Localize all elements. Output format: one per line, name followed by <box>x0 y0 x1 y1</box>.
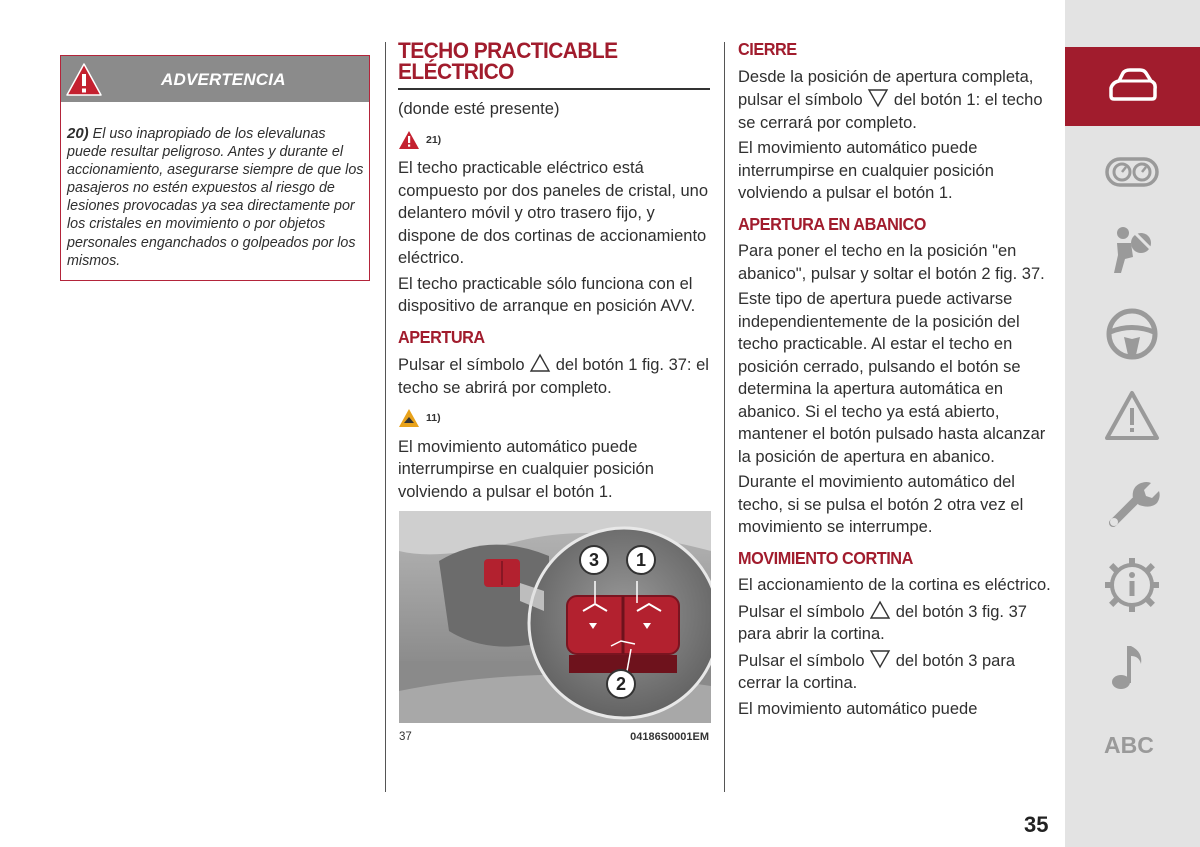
figure-number: 37 <box>399 731 412 743</box>
music-note-icon <box>1103 638 1161 696</box>
column-divider <box>724 42 725 792</box>
heading-movimiento-cortina: MOVIMIENTO CORTINA <box>738 547 913 568</box>
paragraph: El techo practicable eléctrico está compuesto por dos paneles de cristal, uno delantero móvil y otro trasero fijo, y dispone de dos cortinas de accionamiento eléctrico. <box>398 159 709 267</box>
wrench-icon <box>1103 473 1161 531</box>
subtitle: (donde esté presente) <box>398 100 560 118</box>
nav-item-technical-data[interactable] <box>1065 553 1200 617</box>
column-3 <box>738 38 1054 723</box>
paragraph: El movimiento automático puede <box>738 699 978 718</box>
callout-2: 2 <box>606 669 636 699</box>
caution-ref: 11) <box>398 407 713 430</box>
warning-number: 20) <box>67 125 89 142</box>
paragraph: El movimiento automático puede interrumpirse en cualquier posición volviendo a pulsar el botón 1. <box>398 437 654 501</box>
triangle-up-icon <box>869 600 891 620</box>
nav-item-warnings[interactable] <box>1065 385 1200 449</box>
warning-triangle-icon <box>398 130 420 150</box>
paragraph: Desde la posición de apertura completa, pulsar el símbolo del botón 1: el techo se cerrará por completo. <box>738 67 1043 132</box>
warning-title: ADVERTENCIA <box>161 70 286 89</box>
nav-item-index[interactable]: ABC <box>1104 732 1154 758</box>
warning-triangle-icon <box>65 61 103 99</box>
airbag-icon <box>1103 221 1161 279</box>
paragraph: Este tipo de apertura puede activarse independientemente de la posición del techo practicable. Al estar el techo en posición cerrado, pulsando el botón se determina la apertura automática en abanico. Si el techo ya está abierto, mantener el botón pulsado hasta alcanzar la posición de apertura en abanico. <box>738 290 1046 466</box>
heading-cierre: CIERRE <box>738 39 797 59</box>
nav-item-maintenance[interactable] <box>1065 470 1200 534</box>
roof-control-illustration <box>399 511 711 723</box>
caution-triangle-icon <box>398 408 420 428</box>
info-gear-icon <box>1103 556 1161 614</box>
paragraph: El techo practicable sólo funciona con el dispositivo de arranque en posición AVV. <box>398 274 696 315</box>
steering-wheel-icon <box>1103 305 1161 363</box>
callout-1: 1 <box>626 545 656 575</box>
nav-item-safety[interactable] <box>1065 218 1200 282</box>
paragraph: Pulsar el símbolo del botón 1 fig. 37: el techo se abrirá por completo. <box>398 353 713 399</box>
car-icon <box>1103 58 1161 116</box>
nav-item-dashboard[interactable] <box>1065 140 1200 204</box>
paragraph: Pulsar el símbolo del botón 3 para cerrar la cortina. <box>738 649 1054 695</box>
heading-apertura: APERTURA <box>398 326 485 347</box>
column-divider <box>385 42 386 792</box>
triangle-down-icon <box>869 649 891 669</box>
heading-apertura-abanico: APERTURA EN ABANICO <box>738 213 926 234</box>
warning-icon <box>1103 388 1161 446</box>
column-2 <box>398 38 713 506</box>
warning-box <box>60 55 370 281</box>
warning-header <box>61 56 369 102</box>
triangle-up-icon <box>529 353 551 373</box>
warning-text <box>67 125 369 270</box>
page-number: 35 <box>1024 812 1049 837</box>
callout-3: 3 <box>579 545 609 575</box>
paragraph: El movimiento automático puede interrumpirse en cualquier posición volviendo a pulsar el botón 1. <box>738 139 994 202</box>
figure-code: 04186S0001EM <box>630 731 709 743</box>
paragraph: Para poner el techo en la posición "en abanico", pulsar y soltar el botón 2 fig. 37. <box>738 242 1045 283</box>
triangle-down-icon <box>867 88 889 108</box>
nav-item-car[interactable] <box>1065 47 1200 126</box>
warning-ref: 21) <box>398 129 713 152</box>
nav-item-driving[interactable] <box>1065 300 1200 368</box>
nav-item-multimedia[interactable] <box>1065 635 1200 699</box>
side-nav <box>1065 0 1200 847</box>
warning-body: El uso inapropiado de los elevalunas puede resultar peligroso. Antes y durante el accionamiento, asegurarse siempre de que los pasajeros no estén expuestos al riesgo de lesiones provocadas ya sea directamente por los cristales en movimiento o por objetos personales enganchados o golpeados por los mismos. <box>67 126 364 269</box>
title-rule <box>398 88 710 90</box>
paragraph: Durante el movimiento automático del techo, si se pulsa el botón 2 otra vez el movimiento se interrumpe. <box>738 473 1024 536</box>
paragraph: Pulsar el símbolo del botón 3 fig. 37 para abrir la cortina. <box>738 600 1054 646</box>
figure-37 <box>399 511 711 723</box>
dashboard-icon <box>1103 143 1161 201</box>
section-title: TECHO PRACTICABLE ELÉCTRICO <box>398 38 618 84</box>
paragraph: El accionamiento de la cortina es eléctrico. <box>738 576 1051 594</box>
